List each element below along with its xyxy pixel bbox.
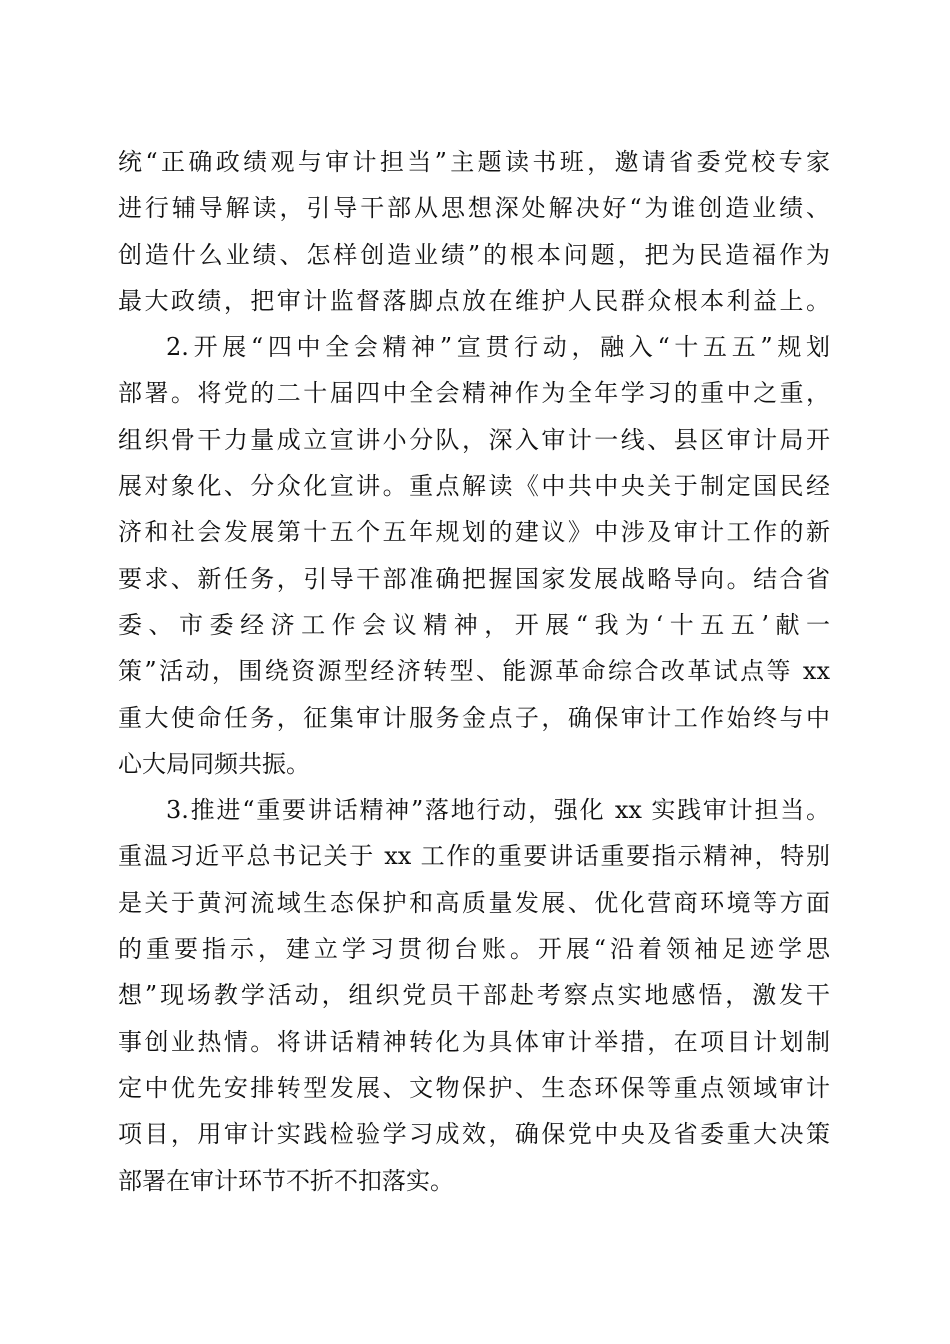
text-line: 是关于黄河流域生态保护和高质量发展、优化营商环境等方面	[118, 888, 830, 917]
text-line: 创造什么业绩、怎样创造业绩”的根本问题，把为民造福作为	[118, 240, 830, 269]
text-line: 心大局同频共振。	[118, 749, 310, 778]
text-line: 3.推进“重要讲话精神”落地行动，强化 xx 实践审计担当。	[166, 796, 830, 825]
text-line: 定中优先安排转型发展、文物保护、生态环保等重点领域审计	[118, 1073, 830, 1102]
text-line: 的重要指示，建立学习贯彻台账。开展“沿着领袖足迹学思	[118, 935, 830, 964]
text-line: 想”现场教学活动，组织党员干部赴考察点实地感悟，激发干	[118, 981, 830, 1010]
text-line: 最大政绩，把审计监督落脚点放在维护人民群众根本利益上。	[118, 286, 830, 315]
text-line: 重温习近平总书记关于 xx 工作的重要讲话重要指示精神，特别	[118, 842, 830, 871]
text-line: 进行辅导解读，引导干部从思想深处解决好“为谁创造业绩、	[118, 194, 830, 223]
text-line: 项目，用审计实践检验学习成效，确保党中央及省委重大决策	[118, 1120, 830, 1149]
document-body	[118, 139, 830, 1204]
text-line: 事创业热情。将讲话精神转化为具体审计举措，在项目计划制	[118, 1027, 830, 1056]
text-line: 展对象化、分众化宣讲。重点解读《中共中央关于制定国民经	[118, 472, 830, 501]
text-line: 重大使命任务，征集审计服务金点子，确保审计工作始终与中	[118, 703, 830, 732]
text-line: 委、市委经济工作会议精神，开展“我为‘十五五’献一	[118, 610, 830, 639]
paragraph-continued	[118, 139, 830, 324]
text-line: 统“正确政绩观与审计担当”主题读书班，邀请省委党校专家	[118, 148, 830, 176]
text-line: 策”活动，围绕资源型经济转型、能源革命综合改革试点等 xx	[118, 657, 830, 686]
paragraph-item-2	[118, 324, 830, 787]
text-line: 部署在审计环节不折不扣落实。	[118, 1166, 454, 1195]
paragraph-item-3	[118, 787, 830, 1204]
text-line: 组织骨干力量成立宣讲小分队，深入审计一线、县区审计局开	[118, 425, 830, 454]
text-line: 要求、新任务，引导干部准确把握国家发展战略导向。结合省	[118, 564, 830, 593]
text-line: 济和社会发展第十五个五年规划的建议》中涉及审计工作的新	[118, 518, 830, 547]
text-line: 2.开展“四中全会精神”宣贯行动，融入“十五五”规划	[166, 333, 830, 362]
text-line: 部署。将党的二十届四中全会精神作为全年学习的重中之重，	[118, 379, 830, 408]
